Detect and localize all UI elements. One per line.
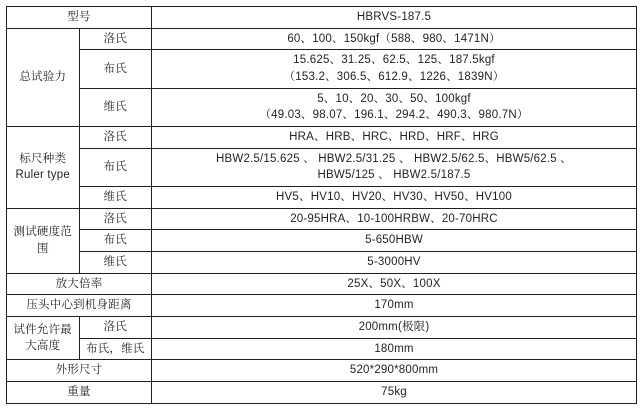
table-row [7,360,637,382]
value-line-2: （153.2、306.5、612.9、1226、1839N） [283,71,505,84]
row-value-scale-brinell [152,148,637,186]
row-value-range-vickers: 5-3000HV [152,252,637,274]
table-row [7,230,637,252]
row-value-dimensions: 520*290*800mm [152,360,637,382]
row-sub-vickers: 维氏 [79,187,152,209]
row-sub-vickers: 维氏 [79,88,152,126]
table-row [7,50,637,88]
value-line-2: （49.03、98.07、196.1、294.2、490.3、980.7N） [259,109,529,122]
row-label-hardness-range: 测试硬度范围 [7,208,80,273]
table-row [7,273,637,295]
table-row [7,317,637,339]
table-row [7,252,637,274]
row-value-force-rockwell: 60、100、150kgf（588、980、1471N） [152,28,637,50]
row-value-height-brinell-vickers: 180mm [152,338,637,360]
row-value-throat-distance: 170mm [152,295,637,317]
table-row [7,382,637,404]
table-row [7,295,637,317]
row-label-model: 型号 [7,7,152,29]
row-label-throat-distance: 压头中心到机身距离 [7,295,152,317]
table-row [7,187,637,209]
table-row [7,338,637,360]
row-sub-brinell: 布氏 [79,148,152,186]
row-label-magnification: 放大倍率 [7,273,152,295]
table-row [7,88,637,126]
row-sub-rockwell: 洛氏 [79,28,152,50]
value-line-1: 15.625、31.25、62.5、125、187.5kgf [293,54,495,67]
row-value-weight: 75kg [152,382,637,404]
row-sub-rockwell: 洛氏 [79,208,152,230]
row-sub-rockwell: 洛氏 [79,127,152,149]
row-label-total-test-force: 总试验力 [7,28,80,126]
label-line-1: 标尺种类 [19,152,67,165]
specification-table [6,6,637,404]
row-value-scale-rockwell: HRA、HRB、HRC、HRD、HRF、HRG [152,127,637,149]
label-line-2: Ruler type [15,169,70,182]
row-value-scale-vickers: HV5、HV10、HV20、HV30、HV50、HV100 [152,187,637,209]
row-sub-rockwell: 洛氏 [79,317,152,339]
row-sub-brinell: 布氏 [79,230,152,252]
table-row [7,208,637,230]
row-label-max-specimen-height: 试件允许最大高度 [7,317,80,360]
row-value-range-rockwell: 20-95HRA、10-100HRBW、20-70HRC [152,208,637,230]
row-value-magnification: 25X、50X、100X [152,273,637,295]
row-label-ruler-type [7,127,80,209]
row-sub-vickers: 维氏 [79,252,152,274]
row-label-weight: 重量 [7,382,152,404]
table-row [7,127,637,149]
row-label-dimensions: 外形尺寸 [7,360,152,382]
row-sub-brinell: 布氏 [79,50,152,88]
row-value-height-rockwell: 200mm(极限) [152,317,637,339]
row-value-force-vickers [152,88,637,126]
value-line-1: HBW2.5/15.625 、 HBW2.5/31.25 、 HBW2.5/62.5、HBW5/62.5 、 [216,152,572,165]
row-value-model: HBRVS-187.5 [152,7,637,29]
row-sub-brinell-vickers: 布氏，维氏 [79,338,152,360]
table-row [7,148,637,186]
table-row [7,7,637,29]
row-value-range-brinell: 5-650HBW [152,230,637,252]
value-line-1: 5、10、20、30、50、100kgf [317,92,471,105]
value-line-2: HBW5/125 、 HBW2.5/187.5 [317,169,471,182]
table-row [7,28,637,50]
row-value-force-brinell [152,50,637,88]
